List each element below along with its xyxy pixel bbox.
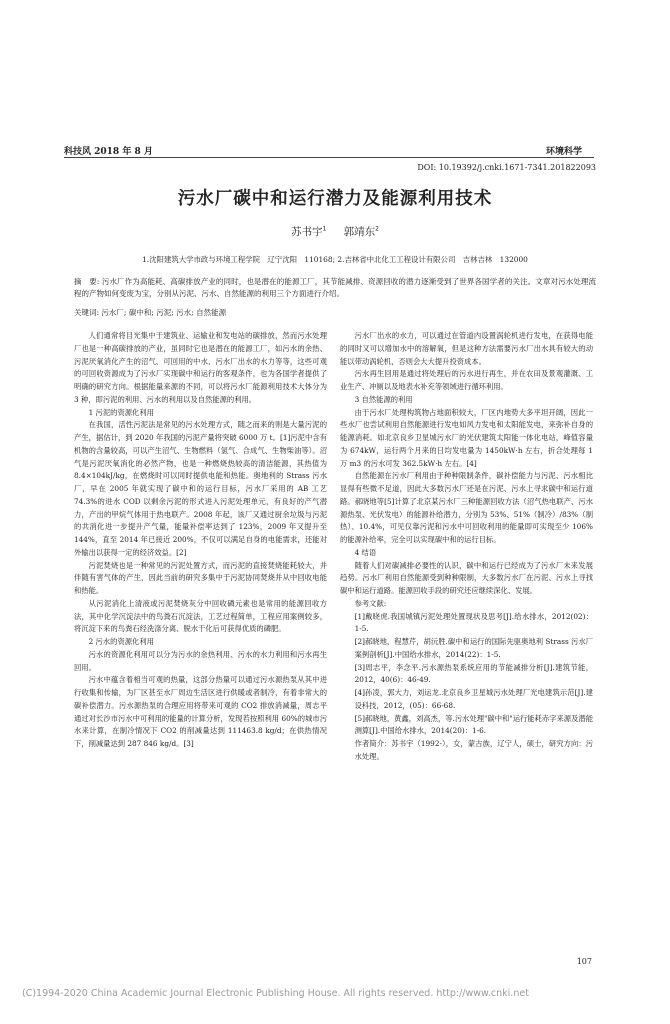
right-column xyxy=(340,330,593,764)
paragraph: 污水厂出水的水力，可以通过在管道内设置涡轮机进行发电，在获得电能的同时又可以增加水中的溶解氧，但是这种方法需要污水厂出水具有较大的动能以带动涡轮机，否则会大大提升投资成本。 xyxy=(340,331,593,366)
left-column xyxy=(74,330,327,751)
journal-issue: 科技风 2018 年 8 月 xyxy=(64,147,153,157)
abstract-label: 摘 要: xyxy=(74,277,100,286)
paragraph: 污水的资源化利用可以分为污水的余热利用、污水的水力利用和污水再生回用。 xyxy=(74,649,327,672)
paragraph: 随着人们对碳减排必要性的认识，碳中和运行已经成为了污水厂未来发展趋势。污水厂利用自然能源受到种种限制，大多数污水厂在污泥、污水上寻找碳中和运行道路。能源回收手段的研究还应继续深化、发展。 xyxy=(340,560,593,595)
affiliations: 1.沈阳建筑大学市政与环境工程学院 辽宁沈阳 110168; 2.吉林省中北化工工程设计有限公司 吉林吉林 132000 xyxy=(142,255,528,264)
author-mark: 1 xyxy=(322,225,327,233)
copyright-watermark: (C)1994-2020 China Academic Journal Electronic Publishing House. All rights reserved. http://www.cnki.net xyxy=(22,988,529,999)
section-heading: 2 污水的资源化利用 xyxy=(88,637,154,646)
header-rule xyxy=(64,157,594,158)
author-name: 郭靖东 xyxy=(343,226,376,238)
section-heading: 1 污泥的资源化利用 xyxy=(88,407,154,417)
abstract-text: 污水厂作为高能耗、高碳排放产业的同时，也是潜在的能源工厂，其节能减排、资源回收的潜力逐渐受到了世界各国学者的关注。文章对污水处理流程的产物如何变废为宝，分别从污泥、污水、自然能源的利用三个方面进行介绍。 xyxy=(74,277,597,298)
paragraph: 由于污水厂处理构筑物占地面积较大，厂区内地势大多平坦开阔，因此一些水厂也尝试利用自然能源进行发电如风力发电和太阳能发电，来弥补自身的能源消耗。如北京良乡卫星城污水厂的光伏建筑太阳能一体化电站，峰值容量为 674kW，运行两个月来的日均发电量为 1450kW·h 左右，折合处理每 1 万 m3 的污水可发 362.5kW·h 左右。[4] xyxy=(340,407,593,468)
paragraph: 从污泥消化上清液或污泥焚烧灰分中回收磷元素也是常用的能源回收方法，其中化学沉淀法中的鸟粪石沉淀法，工艺过程简单，工程应用案例较多，将沉淀下来的鸟粪石经洗涤分离、脱水干化后可获得优质的磷肥。 xyxy=(74,598,327,634)
reference-item: [4]孙凌，郭大力，刘运龙.北京良乡卫星城污水处理厂光电建筑示范[J].建设科技，2012，(05)：66-68. xyxy=(354,688,593,710)
section-name: 环境科学 xyxy=(545,147,582,157)
section-heading: 3 自然能源的利用 xyxy=(354,394,413,404)
reference-item: [3]周志平，李念平.污水源热泵系统应用的节能减排分析[J].建筑节能，2012，40(6)：46-49. xyxy=(354,662,593,685)
keywords-text: 污水厂; 碳中和; 污泥; 污水; 自然能源 xyxy=(101,308,227,317)
section-heading: 4 结语 xyxy=(354,547,377,557)
paragraph: 在我国，活性污泥法是常见的污水处理方式，随之而来的则是大量污泥的产生，据估计，到 2020 年我国的污泥产量将突破 6000 万 t。[1]污泥中含有机物的含量较高，可以产生沼气、生物燃料（氢气、合成气、生物柴油等）。沼气是污泥厌氧消化的必然产物，也是一种燃烧热较高的清洁能源，其热值为 8.4×104kJ/kg，在燃烧时可以同时提供电能和热能。奥地利的 Strass 污水厂，早在 2005 年就实现了碳中和的运行目标，污水厂采用的 AB 工艺 74.3%的进水 COD 以剩余污泥的形式进入污泥处理单元，有良好的产气潜力，产出的甲烷气体用于热电联产。2008 年起，该厂又通过厨余垃圾与污泥的共消化进一步提升产气量，能量补偿率达到了 123%，2009 年又提升至 144%，直至 2014 年已接近 200%，不仅可以满足自身的电能需求，还能对外输出以获得一定的经济效益。[2] xyxy=(74,420,327,557)
page-number: 107 xyxy=(576,957,592,966)
paragraph: 污水中蕴含着相当可观的热量，这部分热量可以通过污水源热泵从其中进行收集和传输，为厂区甚至水厂周边生活区进行供暖或者制冷，有着非常大的碳补偿潜力。污水源热泵的合理应用将带来可观的 CO2 排放消减量，周志平通过对长沙市污水中可利用的能量的计算分析，发现若按照利用 60%的城市污水来计算，在制冷情况下 CO2 的削减量达到 111463.8 kg/d；在供热情况下，削减量达到 287 846 kg/d。[3] xyxy=(74,675,327,748)
paragraph: 污泥焚烧也是一种常见的污泥处置方式，而污泥的直接焚烧能耗较大，并伴随有害气体的产生，因此当前的研究多集中于污泥协同焚烧并从中回收电能和热能。 xyxy=(74,560,327,595)
reference-item: 作者简介：苏书宇（1992-），女，蒙古族，辽宁人，硕士，研究方向：污水处理。 xyxy=(354,739,593,761)
author-name: 苏书宇 xyxy=(291,226,323,238)
paragraph: 人们通常将目光集中于建筑业、运输业和发电站的碳排放，然而污水处理厂也是一种高碳排放的产业，虽同时它也是潜在的能源工厂，如污水的余热、污泥厌氧消化产生的沼气、可回用的中水、污水厂出水的水力等等，这些可观的可回收资源成为了污水厂实现碳中和运行的客观条件，也为各国学者提供了明确的研究方向。根据能量来源的不同，可以将污水厂能源利用技术大体分为 3 种，即污泥的利用、污水的利用以及自然能源的利用。 xyxy=(74,331,327,404)
reference-item: [2]郝晓地，程慧芹，胡沅胜.碳中和运行的国际先驱奥地利 Strass 污水厂案例剖析[J].中国给水排水，2014(22)：1-5. xyxy=(354,637,593,659)
reference-item: [5]郝晓地，黄鑫，刘高杰，等.污水处理"碳中和"运行能耗赤字来源及潜能测算[J].中国给水排水，2014(20)：1-6. xyxy=(354,713,593,736)
abstract xyxy=(74,276,596,300)
keywords-label: 关键词: xyxy=(74,308,100,317)
article-title: 污水厂碳中和运行潜力及能源利用技术 xyxy=(177,189,493,209)
keywords xyxy=(74,307,596,318)
reference-item: [1]戴晓虎.我国城镇污泥处理处置现状及思考[J].给水排水，2012(02)：1-5. xyxy=(354,611,593,634)
author-mark: 2 xyxy=(375,225,379,233)
section-heading: 参考文献: xyxy=(354,598,387,608)
paragraph: 自然能源在污水厂利用由于种种限制条件，碳补偿能力与污泥、污水相比显得有些微不足道，因此大多数污水厂还是在污泥、污水上寻求碳中和运行道路。郝晓地等[5]计算了北京某污水厂三种能源回收方法（沼气热电联产、污水源热泵、光伏发电）的能源补给潜力，分别为 53%、51%（制冷）/83%（制热）、10.4%，可见仅靠污泥和污水中可回收利用的能量即可实现至少 106%的能源补给率，完全可以实现碳中和的运行目标。 xyxy=(340,471,593,544)
authors xyxy=(0,224,670,239)
paragraph: 污水再生回用是通过将处理后的污水进行再生，并在农田及景观灌溉、工业生产、冲厕以及地表水补充等领域进行循环利用。 xyxy=(340,369,593,391)
doi: DOI: 10.19392/j.cnki.1671-7341.201822093 xyxy=(417,163,596,172)
